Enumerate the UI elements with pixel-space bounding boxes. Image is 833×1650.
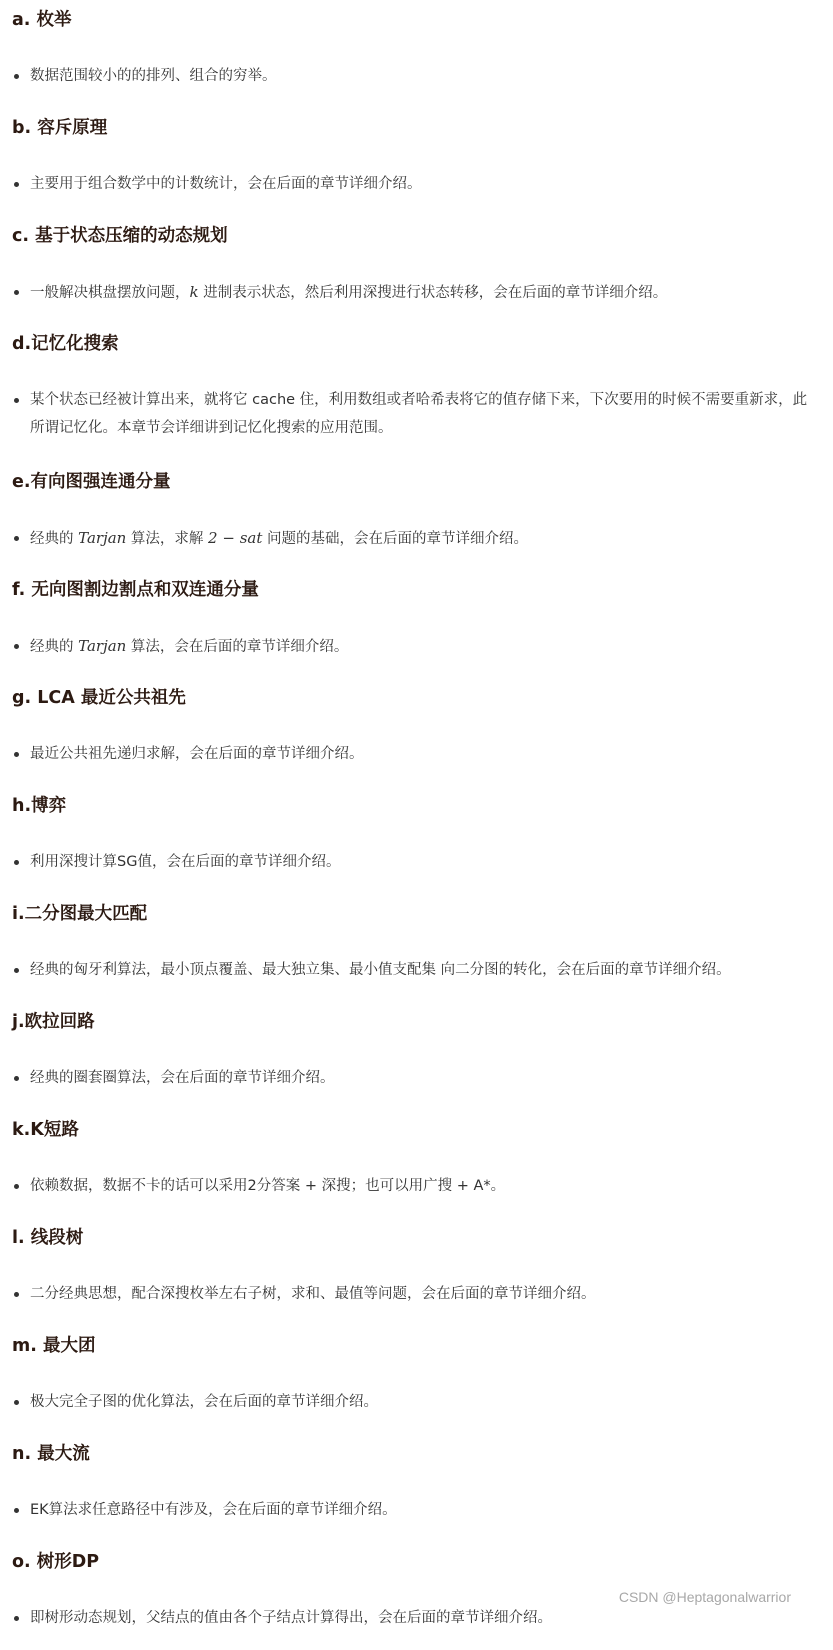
- list-item-text: 算法，求解: [126, 531, 209, 547]
- section-heading: k.K短路: [12, 1120, 79, 1140]
- section-heading: n. 最大流: [12, 1444, 90, 1464]
- section-heading: l. 线段树: [12, 1228, 84, 1248]
- section-heading: f. 无向图割边割点和双连通分量: [12, 580, 259, 600]
- list-item: [12, 524, 817, 553]
- section-heading: d.记忆化搜索: [12, 334, 119, 354]
- list-item: 经典的圈套圈算法，会在后面的章节详细介绍。: [12, 1064, 817, 1092]
- section-memoization: [12, 324, 827, 462]
- math-variable: Tarjan: [78, 637, 127, 655]
- section-game-theory: [12, 786, 827, 894]
- list-item: 极大完全子图的优化算法，会在后面的章节详细介绍。: [12, 1388, 817, 1416]
- section-heading: g. LCA 最近公共祖先: [12, 688, 186, 708]
- section-heading: h.博弈: [12, 796, 67, 816]
- list-item-text: 算法，会在后面的章节详细介绍。: [126, 639, 349, 655]
- section-inclusion-exclusion: [12, 108, 827, 216]
- list-item-text: 经典的: [30, 531, 79, 547]
- section-enumeration: [12, 0, 827, 108]
- list-item-text: 经典的: [30, 639, 79, 655]
- list-item: 数据范围较小的的排列、组合的穷举。: [12, 62, 817, 90]
- section-bridges-cut-vertices: [12, 570, 827, 678]
- section-max-flow: [12, 1434, 827, 1542]
- list-item: 即树形动态规划，父结点的值由各个子结点计算得出，会在后面的章节详细介绍。: [12, 1604, 817, 1632]
- section-scc: [12, 462, 827, 570]
- list-item-text: 一般解决棋盘摆放问题，: [30, 285, 190, 301]
- section-segment-tree: [12, 1218, 827, 1326]
- list-item: 某个状态已经被计算出来，就将它 cache 住，利用数组或者哈希表将它的值存储下来，下次要用的时候不需要重新求，此所谓记忆化。本章节会详细讲到记忆化搜索的应用范围。: [12, 386, 817, 442]
- list-item-text: 问题的基础，会在后面的章节详细介绍。: [262, 531, 528, 547]
- section-lca: [12, 678, 827, 786]
- math-expression: 2 − sat: [208, 529, 263, 547]
- section-heading: c. 基于状态压缩的动态规划: [12, 226, 228, 246]
- section-heading: o. 树形DP: [12, 1552, 100, 1572]
- list-item: 依赖数据，数据不卡的话可以采用2分答案 + 深搜；也可以用广搜 + A*。: [12, 1172, 817, 1200]
- section-heading: e.有向图强连通分量: [12, 472, 171, 492]
- section-heading: b. 容斥原理: [12, 118, 108, 138]
- section-heading: a. 枚举: [12, 10, 72, 30]
- math-variable: Tarjan: [78, 529, 127, 547]
- section-max-clique: [12, 1326, 827, 1434]
- section-bipartite-matching: [12, 894, 827, 1002]
- csdn-watermark: CSDN @Heptagonalwarrior: [618, 1589, 791, 1605]
- article-content: [12, 0, 827, 1650]
- list-item: 利用深搜计算SG值，会在后面的章节详细介绍。: [12, 848, 817, 876]
- list-item: [12, 278, 817, 307]
- list-item: 经典的匈牙利算法，最小顶点覆盖、最大独立集、最小值支配集 向二分图的转化，会在后面的章节详细介绍。: [12, 956, 817, 984]
- list-item-text: 进制表示状态，然后利用深搜进行状态转移，会在后面的章节详细介绍。: [198, 285, 668, 301]
- list-item: 主要用于组合数学中的计数统计，会在后面的章节详细介绍。: [12, 170, 817, 198]
- section-heading: j.欧拉回路: [12, 1012, 95, 1032]
- section-heading: m. 最大团: [12, 1336, 96, 1356]
- list-item: 最近公共祖先递归求解，会在后面的章节详细介绍。: [12, 740, 817, 768]
- list-item: 二分经典思想，配合深搜枚举左右子树，求和、最值等问题，会在后面的章节详细介绍。: [12, 1280, 817, 1308]
- math-variable: k: [189, 283, 199, 301]
- section-k-shortest-path: [12, 1110, 827, 1218]
- list-item: EK算法求任意路径中有涉及，会在后面的章节详细介绍。: [12, 1496, 817, 1524]
- section-euler-circuit: [12, 1002, 827, 1110]
- section-heading: i.二分图最大匹配: [12, 904, 148, 924]
- section-bitmask-dp: [12, 216, 827, 324]
- list-item: [12, 632, 817, 661]
